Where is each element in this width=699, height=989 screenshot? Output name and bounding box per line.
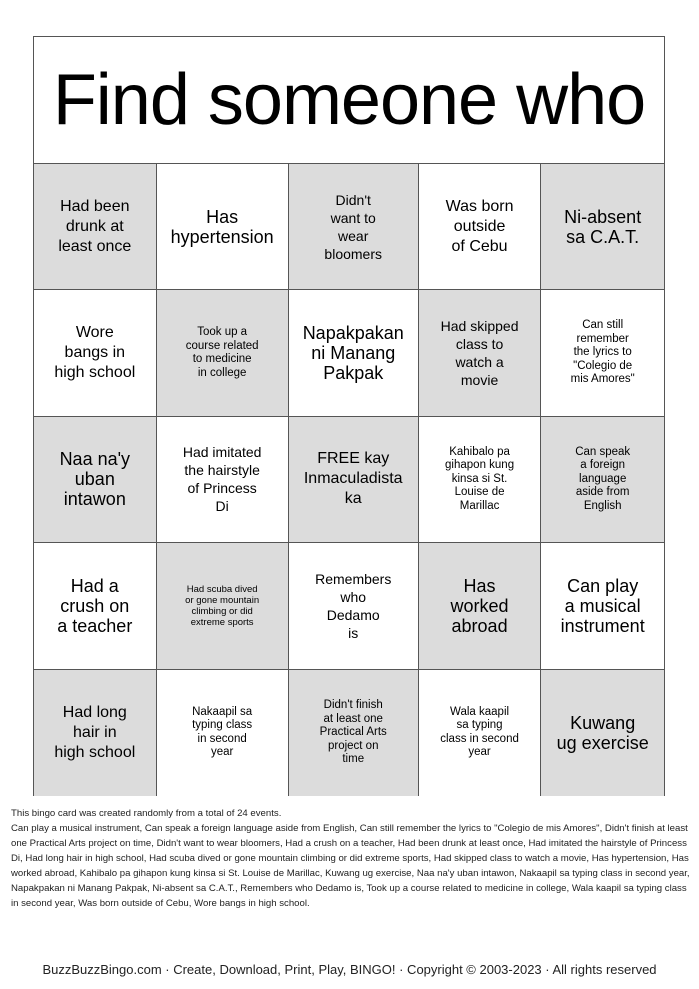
bingo-cell-line: worked (450, 595, 509, 616)
bingo-cell-line: watch a (455, 354, 504, 371)
bingo-cell-line: drunk at (65, 217, 124, 235)
bingo-cell-text (192, 706, 252, 760)
bingo-cell-line: Had imitated (182, 444, 262, 461)
bingo-cell-line: Had a (70, 575, 119, 596)
bingo-cell (34, 417, 157, 543)
bingo-cell-text (446, 197, 514, 257)
bingo-cell-line: gihapon kung (445, 459, 515, 472)
bingo-cell (157, 670, 289, 796)
bingo-cell-line: outside (453, 217, 506, 235)
bingo-cell (34, 543, 157, 669)
bingo-cell-text (54, 703, 135, 763)
bingo-cell-line: hypertension (170, 226, 274, 247)
bingo-cell-line: Practical Arts (319, 726, 387, 739)
bingo-cell-text (183, 443, 262, 515)
bingo-cell-line: Ni-absent (564, 206, 642, 227)
bingo-cell-line: Di (215, 498, 229, 515)
bingo-cell-line: sa C.A.T. (566, 226, 640, 247)
description-events-list: Can play a musical instrument, Can speak a foreign language aside from English, Can still remember the lyrics to "Colegio de mis Amores", Didn't finish at least one Practical Arts project on time, Didn't want to wear bloomers, Had a crush on a teacher, Had been drunk at least once, Had imitated the hairstyle of Princess Di, Had long hair in high school, Had scuba dived or gone mountain climbing or did extreme sports, Had skipped class to watch a movie, Has hypertension, Has worked abroad, Kahibalo pa gihapon kung kinsa si St. Louise de Marillac, Kuwang ug exercise, Naa na'y uban intawon, Nakaapil sa typing class in second year, Napakpakan ni Manang Pakpak, Ni-absent sa C.A.T., Remembers who Dedamo is, Took up a course related to medicine in college, Wala kaapil sa typing class in second year, Was born outside of Cebu, Wore bangs in high school. (11, 823, 690, 909)
bingo-cell-text (304, 449, 403, 509)
bingo-cell (419, 543, 542, 669)
bingo-cell-text (575, 446, 630, 514)
bingo-cell (289, 417, 419, 543)
bingo-cell-line: Kuwang (570, 712, 636, 733)
bingo-cell (289, 670, 419, 796)
bingo-cell-line: Can play (567, 575, 639, 596)
bingo-cell-text (303, 323, 404, 383)
bingo-cell-line: bangs in (64, 344, 126, 362)
bingo-cell-line: the hairstyle (184, 462, 260, 479)
bingo-cell-line: who (340, 588, 367, 605)
bingo-cell-line: Dedamo (326, 606, 380, 623)
bingo-cell-line: Nakaapil sa (192, 705, 253, 718)
bingo-cell-text (441, 317, 519, 389)
bingo-cell-line: Can speak (575, 445, 631, 458)
bingo-cell-line: class to (455, 336, 504, 353)
bingo-cell (419, 290, 542, 416)
bingo-cell (34, 164, 157, 290)
bingo-cell (157, 290, 289, 416)
bingo-cell-line: sa typing (456, 719, 503, 732)
bingo-cell-line: Didn't finish (323, 699, 383, 712)
bingo-cell-line: Napakpakan (302, 323, 404, 344)
bingo-cell-line: or gone mountain (185, 594, 260, 606)
bingo-cell-line: language (579, 472, 627, 485)
bingo-cell (419, 670, 542, 796)
bingo-cell-text (57, 576, 132, 636)
bingo-cell-line: Had skipped (440, 318, 519, 335)
bingo-cell-text (324, 191, 382, 263)
bingo-cell-line: Wala kaapil (450, 705, 510, 718)
bingo-cell-text (445, 446, 514, 514)
bingo-cell-text (60, 449, 130, 509)
site-footer: BuzzBuzzBingo.com · Create, Download, Print, Play, BINGO! · Copyright © 2003-2023 · All rights reserved (42, 962, 657, 977)
bingo-cell-line: want to (330, 209, 376, 226)
bingo-grid (34, 164, 664, 796)
bingo-cell (157, 164, 289, 290)
bingo-cell-line: time (342, 753, 365, 766)
bingo-cell (541, 290, 664, 416)
bingo-cell-line: abroad (451, 615, 508, 636)
bingo-cell-text (186, 326, 259, 380)
bingo-cell-line: Didn't (335, 191, 371, 208)
bingo-cell-line: Naa na'y (59, 449, 131, 470)
bingo-cell-text (315, 570, 391, 642)
bingo-cell-line: uban (74, 469, 115, 490)
bingo-cell-line: of Cebu (451, 237, 508, 255)
bingo-cell-line: ka (344, 490, 362, 508)
bingo-cell-line: Was born (445, 197, 514, 215)
bingo-cell (34, 670, 157, 796)
bingo-cell-line: of Princess (187, 480, 257, 497)
bingo-cell-line: high school (54, 364, 136, 382)
bingo-cell-line: crush on (60, 595, 130, 616)
bingo-cell (289, 543, 419, 669)
bingo-cell-line: kinsa si St. (451, 472, 508, 485)
bingo-cell-line: climbing or did (191, 605, 253, 617)
bingo-cell-line: Has (463, 575, 496, 596)
bingo-cell-line: Took up a (197, 326, 248, 339)
bingo-cell (157, 543, 289, 669)
bingo-cell-text (561, 576, 645, 636)
bingo-cell-line: year (468, 746, 491, 759)
bingo-cell-line: wear (338, 227, 369, 244)
bingo-cell-line: FREE kay (317, 450, 390, 468)
bingo-cell-line: mis Amores" (570, 373, 635, 386)
bingo-cell-text (557, 713, 649, 753)
bingo-cell-line: at least one (323, 712, 383, 725)
card-description (11, 806, 691, 911)
bingo-cell (289, 290, 419, 416)
bingo-card (33, 36, 665, 796)
bingo-cell-line: year (210, 746, 234, 759)
bingo-cell-line: Marillac (459, 499, 500, 512)
bingo-cell-line: high school (54, 743, 136, 761)
bingo-cell (419, 164, 542, 290)
bingo-cell-line: least once (58, 237, 132, 255)
bingo-cell (157, 417, 289, 543)
bingo-cell (541, 164, 664, 290)
bingo-cell-line: Pakpak (323, 363, 384, 384)
bingo-cell-line: class in second (440, 732, 519, 745)
bingo-cell-line: Has (206, 206, 239, 227)
bingo-cell-text (320, 699, 387, 767)
bingo-cell-line: hair in (73, 723, 117, 741)
bingo-cell-line: ni Manang (311, 343, 396, 364)
description-intro: This bingo card was created randomly from a total of 24 events. (11, 808, 282, 819)
bingo-cell-line: Kahibalo pa (449, 445, 510, 458)
bingo-cell-text (564, 207, 641, 247)
bingo-cell-line: Remembers (315, 570, 392, 587)
bingo-cell-text (58, 197, 131, 257)
bingo-cell-line: instrument (560, 615, 645, 636)
bingo-cell-line: Inmaculadista (303, 470, 403, 488)
bingo-cell-line: "Colegio de (573, 359, 633, 372)
card-title: Find someone who (34, 37, 664, 164)
bingo-cell-line: intawon (63, 489, 126, 510)
bingo-cell-line: to medicine (192, 353, 252, 366)
bingo-cell-line: English (583, 499, 622, 512)
bingo-cell-line: typing class (192, 719, 253, 732)
bingo-cell-text (451, 576, 509, 636)
bingo-cell-line: Wore (75, 324, 114, 342)
bingo-cell-line: Had scuba dived (186, 583, 258, 595)
bingo-cell-line: a musical (564, 595, 641, 616)
bingo-cell-line: a foreign (580, 459, 626, 472)
bingo-cell-line: movie (460, 372, 499, 389)
bingo-cell-text (171, 207, 274, 247)
bingo-cell-line: project on (327, 739, 379, 752)
bingo-cell-line: remember (576, 332, 629, 345)
bingo-cell-line: course related (185, 339, 259, 352)
bingo-cell-line: ug exercise (556, 732, 649, 753)
bingo-cell-line: Can still (582, 319, 624, 332)
bingo-cell-line: the lyrics to (573, 346, 632, 359)
bingo-cell (289, 164, 419, 290)
bingo-cell-line: Louise de (454, 486, 505, 499)
bingo-cell-text (571, 319, 635, 387)
bingo-cell-line: in second (197, 732, 247, 745)
bingo-cell (541, 543, 664, 669)
bingo-cell-line: in college (197, 366, 247, 379)
bingo-cell-text (54, 323, 135, 383)
bingo-cell-line: aside from (575, 486, 630, 499)
bingo-cell (541, 417, 664, 543)
bingo-cell-text (185, 584, 259, 628)
bingo-cell-line: is (348, 624, 359, 641)
bingo-cell-line: Had long (62, 703, 127, 721)
bingo-cell (34, 290, 157, 416)
bingo-cell-line: Had been (60, 197, 130, 215)
bingo-cell (541, 670, 664, 796)
bingo-cell-line: a teacher (57, 615, 133, 636)
bingo-cell (419, 417, 542, 543)
bingo-cell-text (440, 706, 519, 760)
bingo-cell-line: extreme sports (190, 616, 254, 628)
bingo-cell-line: bloomers (324, 245, 383, 262)
